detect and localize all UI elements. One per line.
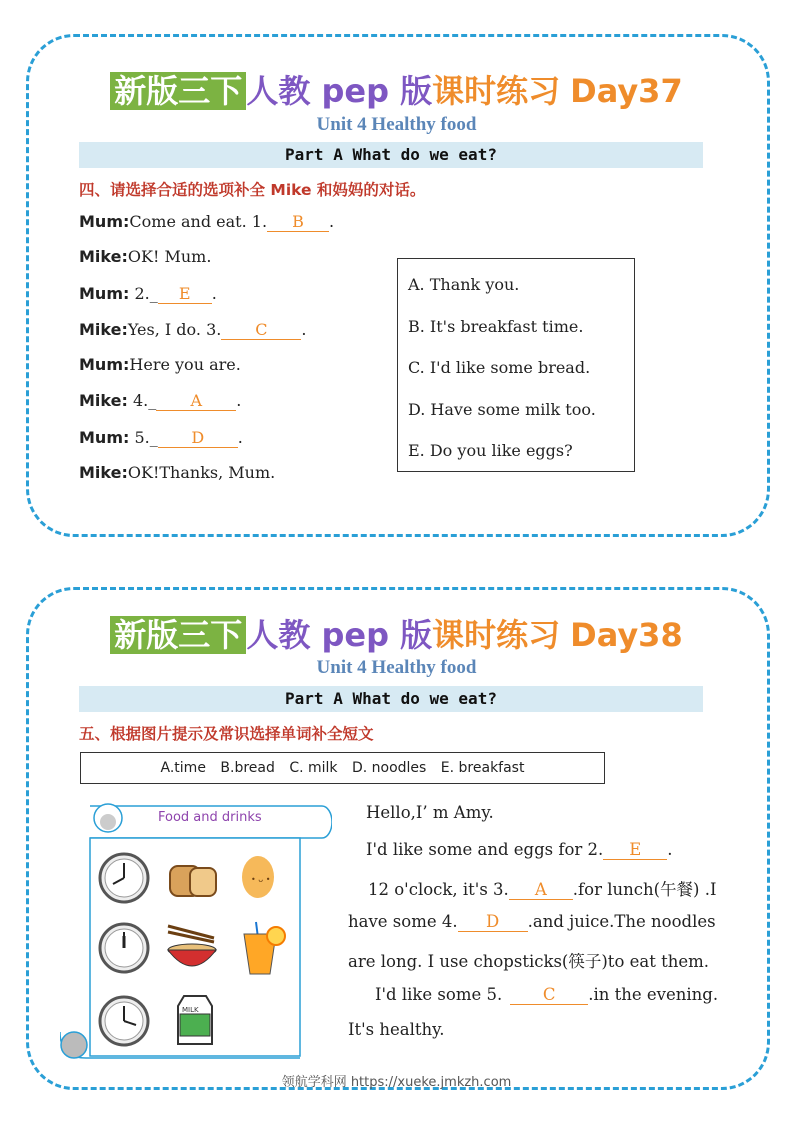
- part-bar: Part A What do we eat?: [79, 686, 703, 712]
- instruction: 四、请选择合适的选项补全 Mike 和妈妈的对话。: [79, 181, 426, 199]
- answer-blank[interactable]: D: [158, 428, 238, 448]
- option-a: A. Thank you.: [408, 275, 520, 294]
- unit-heading: Unit 4 Healthy food: [316, 114, 477, 135]
- dialogue-line: Mum: 2._ E .: [79, 284, 217, 303]
- clock-icon: [98, 922, 150, 974]
- svg-text:• ᴗ •: • ᴗ •: [251, 875, 271, 884]
- dialogue-line: Mike:Yes, I do. 3. C .: [79, 320, 307, 339]
- scroll-title: Food and drinks: [158, 810, 262, 825]
- answer-blank[interactable]: E: [603, 840, 667, 860]
- food-scroll-illustration: [60, 800, 332, 1060]
- dialogue-line: Mum:Come and eat. 1. B .: [79, 212, 335, 231]
- word-option: D. noodles: [351, 760, 427, 776]
- page-title-day37: 新版三下 人教 pep 版课时练习 Day37: [0, 66, 793, 112]
- answer-blank[interactable]: C: [221, 320, 301, 340]
- option-d: D. Have some milk too.: [408, 400, 596, 419]
- word-option: B.bread: [220, 760, 275, 776]
- word-option: C. milk: [289, 760, 338, 776]
- part-bar: Part A What do we eat?: [79, 142, 703, 168]
- option-e: E. Do you like eggs?: [408, 441, 573, 460]
- noodles-icon: [164, 920, 220, 976]
- bread-icon: [166, 856, 220, 900]
- passage-line: I'd like some and eggs for 2. E .: [366, 840, 673, 859]
- instruction: 五、根据图片提示及常识选择单词补全短文: [79, 725, 374, 743]
- word-bank: [80, 752, 605, 784]
- option-b: B. It's breakfast time.: [408, 317, 584, 336]
- answer-blank[interactable]: D: [458, 912, 528, 932]
- options-box: [397, 258, 635, 472]
- dialogue-line: Mum: 5._ D .: [79, 428, 243, 447]
- milk-carton-icon: [170, 992, 218, 1048]
- passage-line: have some 4. D .and juice.The noodles: [348, 912, 716, 931]
- passage-line: 12 o'clock, it's 3. A .for lunch(午餐) .I: [368, 880, 717, 899]
- unit-heading: Unit 4 Healthy food: [316, 657, 477, 678]
- passage-line: It's healthy.: [348, 1020, 445, 1039]
- egg-icon: [238, 850, 278, 900]
- passage-line: Hello,I’ m Amy.: [366, 803, 494, 822]
- answer-blank[interactable]: B: [267, 212, 329, 232]
- dialogue-line: Mike:OK! Mum.: [79, 247, 212, 266]
- answer-blank[interactable]: C: [510, 985, 588, 1005]
- answer-blank[interactable]: A: [156, 391, 236, 411]
- option-c: C. I'd like some bread.: [408, 358, 591, 377]
- dialogue-line: Mum:Here you are.: [79, 355, 241, 374]
- word-option: E. breakfast: [440, 760, 525, 776]
- dialogue-line: Mike: 4._ A .: [79, 391, 242, 410]
- word-option: A.time: [160, 760, 206, 776]
- clock-icon: [98, 852, 150, 904]
- page-title-day38: 新版三下 人教 pep 版课时练习 Day38: [0, 610, 793, 656]
- answer-blank[interactable]: A: [509, 880, 573, 900]
- svg-text:MILK: MILK: [182, 1006, 199, 1014]
- footer-watermark: 领航学科网 https://xueke.jmkzh.com: [281, 1075, 512, 1090]
- dialogue-line: Mike:OK!Thanks, Mum.: [79, 463, 276, 482]
- clock-icon: [98, 995, 150, 1047]
- passage-line: I'd like some 5. C .in the evening.: [375, 985, 719, 1004]
- answer-blank[interactable]: E: [158, 284, 212, 304]
- juice-icon: [236, 920, 288, 976]
- passage-line: are long. I use chopsticks(筷子)to eat them.: [348, 952, 710, 971]
